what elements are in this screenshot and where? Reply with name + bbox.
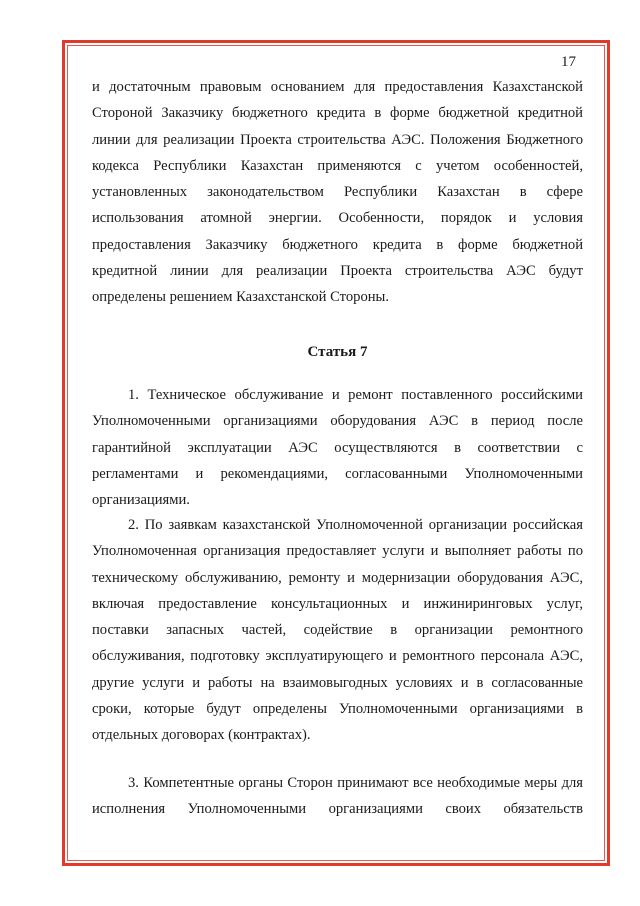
paragraph-clause-1: 1. Техническое обслуживание и ремонт поставленного российскими Уполномоченными организациями оборудования АЭС в период после гарантийной эксплуатации АЭС осуществляются в соответствии с регламентами и рекомендациями, согласованными Уполномоченными организациями. [92,387,583,509]
paragraph-continuation: и достаточным правовым основанием для предоставления Казахстанской Стороной Заказчику бюджетного кредита в форме бюджетной кредитной линии для реализации Проекта строительства АЭС. Положения Бюджетного кодекса Республики Казахстан применяются с учетом особенностей, установленных законодательством Республики Казахстан в сфере использования атомной энергии. Особенности, порядок и условия предоставления Заказчику бюджетного кредита в форме бюджетной кредитной линии для реализации Проекта строительства АЭС будут определены решением Казахстанской Стороны. [92,79,583,306]
paragraph-clause-3: 3. Компетентные органы Сторон принимают все необходимые меры для исполнения Уполномоченными организациями своих обязательств [92,775,583,818]
article-heading: Статья 7 [307,344,368,360]
page-number: 17 [561,54,576,70]
paragraph-clause-2: 2. По заявкам казахстанской Уполномоченной организации российская Уполномоченная организация предоставляет услуги и выполняет работы по техническому обслуживанию, ремонту и модернизации оборудования АЭС, включая предоставление консультационных и инжиниринговых услуг, поставки запасных частей, содействие в организации ремонтного обслуживания, подготовку эксплуатирующего и ремонтного персонала АЭС, другие услуги и работы на взаимовыгодных условиях и в согласованные сроки, которые будут определены Уполномоченными организациями в отдельных договорах (контрактах). [92,517,583,744]
